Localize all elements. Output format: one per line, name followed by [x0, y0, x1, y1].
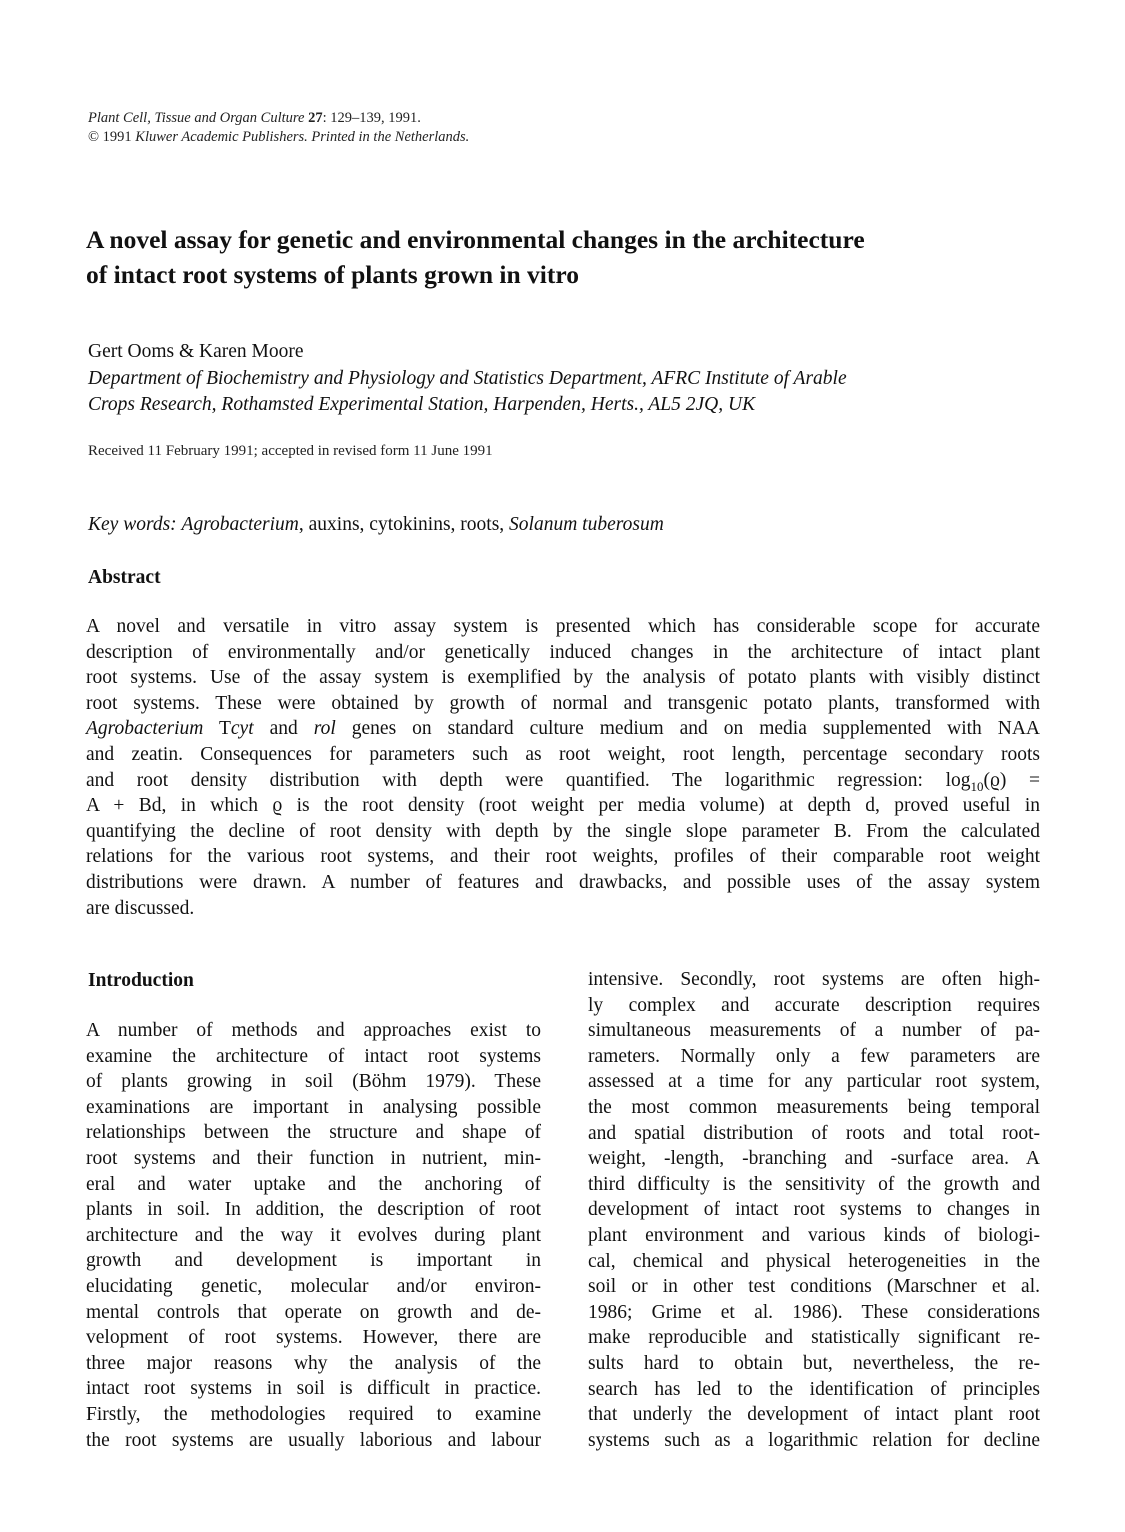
copyright-line — [88, 128, 469, 147]
journal-citation — [88, 109, 469, 147]
intro-column-right — [588, 967, 1040, 1453]
abstract-line: root systems. These were obtained by growth of normal and transgenic potato plants, transformed with — [86, 692, 1040, 714]
text-fragment: T — [203, 718, 231, 740]
journal-pages: : 129–139, 1991. — [322, 110, 421, 126]
text-line: mental controls that operate on growth and de- — [86, 1301, 541, 1323]
keywords — [88, 512, 664, 538]
keyword-solanum: Solanum tuberosum — [509, 514, 664, 535]
text-line: root systems and their function in nutrient, min- — [86, 1147, 541, 1169]
term-cyt: cyt — [230, 718, 254, 740]
text-line: velopment of root systems. However, there are — [86, 1327, 541, 1349]
text-line: search has led to the identification of principles — [588, 1378, 1040, 1400]
text-line: make reproducible and statistically significant re- — [588, 1327, 1040, 1349]
log-subscript: 10 — [970, 778, 984, 794]
text-line: of plants growing in soil (Böhm 1979). These — [86, 1071, 541, 1093]
affiliation-line-1: Department of Biochemistry and Physiology and Statistics Department, AFRC Institute of Arable — [88, 368, 847, 389]
text-line: development of intact root systems to changes in — [588, 1199, 1040, 1221]
text-line: that underly the development of intact plant root — [588, 1404, 1040, 1426]
abstract-heading: Abstract — [88, 567, 161, 588]
term-rol: rol — [313, 718, 336, 740]
text-line: elucidating genetic, molecular and/or environ- — [86, 1275, 541, 1297]
abstract-line: distributions were drawn. A number of features and drawbacks, and possible uses of the assay system — [86, 871, 1040, 893]
abstract-line: A novel and versatile in vitro assay system is presented which has considerable scope for accurate — [86, 616, 1040, 637]
abstract-line: root systems. Use of the assay system is exemplified by the analysis of potato plants with visibly distinct — [86, 667, 1040, 689]
copyright-year: 1991 — [102, 129, 132, 145]
introduction-heading: Introduction — [88, 970, 194, 991]
text-fragment: and — [253, 718, 314, 740]
copyright-symbol: © — [88, 129, 100, 145]
keywords-plain: , auxins, cytokinins, roots, — [298, 514, 510, 535]
abstract-body — [86, 614, 1040, 921]
text-line: three major reasons why the analysis of the — [86, 1352, 541, 1374]
abstract-line: relations for the various root systems, and their root weights, profiles of their comparable root weight — [86, 846, 1040, 868]
paper-title — [86, 222, 1046, 292]
text-line: relationships between the structure and shape of — [86, 1122, 541, 1144]
abstract-line — [86, 768, 1040, 794]
text-line: soil or in other test conditions (Marschner et al. — [588, 1276, 1040, 1298]
text-line: plant environment and various kinds of biologi- — [588, 1224, 1040, 1246]
text-line: architecture and the way it evolves during plant — [86, 1224, 541, 1246]
title-line-2: of intact root systems of plants grown in vitro — [86, 260, 579, 289]
text-line: simultaneous measurements of a number of pa- — [588, 1020, 1040, 1042]
text-line: the root systems are usually laborious and labour — [86, 1429, 541, 1451]
text-line: A number of methods and approaches exist to — [86, 1020, 541, 1041]
text-line: plants in soil. In addition, the description of root — [86, 1199, 541, 1221]
text-line: and spatial distribution of roots and total root- — [588, 1122, 1040, 1144]
abstract-line: and zeatin. Consequences for parameters such as root weight, root length, percentage secondary roots — [86, 743, 1040, 765]
journal-line — [88, 109, 469, 128]
text-line: eral and water uptake and the anchoring of — [86, 1173, 541, 1195]
text-fragment: and root density distribution with depth were quantified. The logarithmic regression: log — [86, 769, 971, 791]
text-line: 1986; Grime et al. 1986). These considerations — [588, 1301, 1040, 1323]
abstract-line: are discussed. — [86, 897, 195, 919]
text-line: ly complex and accurate description requires — [588, 994, 1040, 1016]
text-line: assessed at a time for any particular root system, — [588, 1071, 1040, 1093]
text-line: systems such as a logarithmic relation for decline — [588, 1429, 1040, 1451]
received-date: Received 11 February 1991; accepted in revised form 11 June 1991 — [88, 443, 493, 459]
text-line: sults hard to obtain but, nevertheless, the re- — [588, 1352, 1040, 1374]
intro-column-left — [86, 1018, 541, 1453]
abstract-line — [86, 716, 1040, 742]
title-line-1: A novel assay for genetic and environmental changes in the architecture — [86, 225, 865, 254]
text-line: third difficulty is the sensitivity of the growth and — [588, 1173, 1040, 1195]
text-line: cal, chemical and physical heterogeneities in the — [588, 1250, 1040, 1272]
text-line: intact root systems in soil is difficult in practice. — [86, 1378, 541, 1400]
authors: Gert Ooms & Karen Moore — [88, 341, 304, 362]
text-line: the most common measurements being temporal — [588, 1096, 1040, 1118]
journal-volume: 27 — [308, 110, 323, 126]
text-fragment: genes on standard culture medium and on media supplemented with NAA — [335, 718, 1041, 740]
journal-name: Plant Cell, Tissue and Organ Culture — [88, 110, 305, 126]
term-agrobacterium: Agrobacterium — [86, 718, 204, 740]
text-fragment: (ϱ) = — [983, 769, 1040, 791]
keywords-label: Key words: — [88, 514, 177, 535]
text-line: Firstly, the methodologies required to examine — [86, 1403, 541, 1425]
publisher-text: Kluwer Academic Publishers. Printed in the Netherlands. — [135, 129, 470, 145]
text-line: examinations are important in analysing possible — [86, 1096, 541, 1118]
affiliation — [88, 366, 1048, 418]
text-line: growth and development is important in — [86, 1250, 541, 1272]
affiliation-line-2: Crops Research, Rothamsted Experimental Station, Harpenden, Herts., AL5 2JQ, UK — [88, 394, 756, 415]
text-line: intensive. Secondly, root systems are often high- — [588, 969, 1040, 990]
abstract-line: description of environmentally and/or genetically induced changes in the architecture of intact plant — [86, 641, 1040, 663]
text-line: rameters. Normally only a few parameters are — [588, 1045, 1040, 1067]
abstract-line: quantifying the decline of root density with depth by the single slope parameter B. From the calculated — [86, 820, 1040, 842]
text-line: examine the architecture of intact root systems — [86, 1045, 541, 1067]
abstract-line: A + Bd, in which ϱ is the root density (root weight per media volume) at depth d, proved useful in — [86, 795, 1040, 817]
keyword-agrobacterium: Agrobacterium — [181, 514, 299, 535]
text-line: weight, -length, -branching and -surface area. A — [588, 1148, 1040, 1170]
